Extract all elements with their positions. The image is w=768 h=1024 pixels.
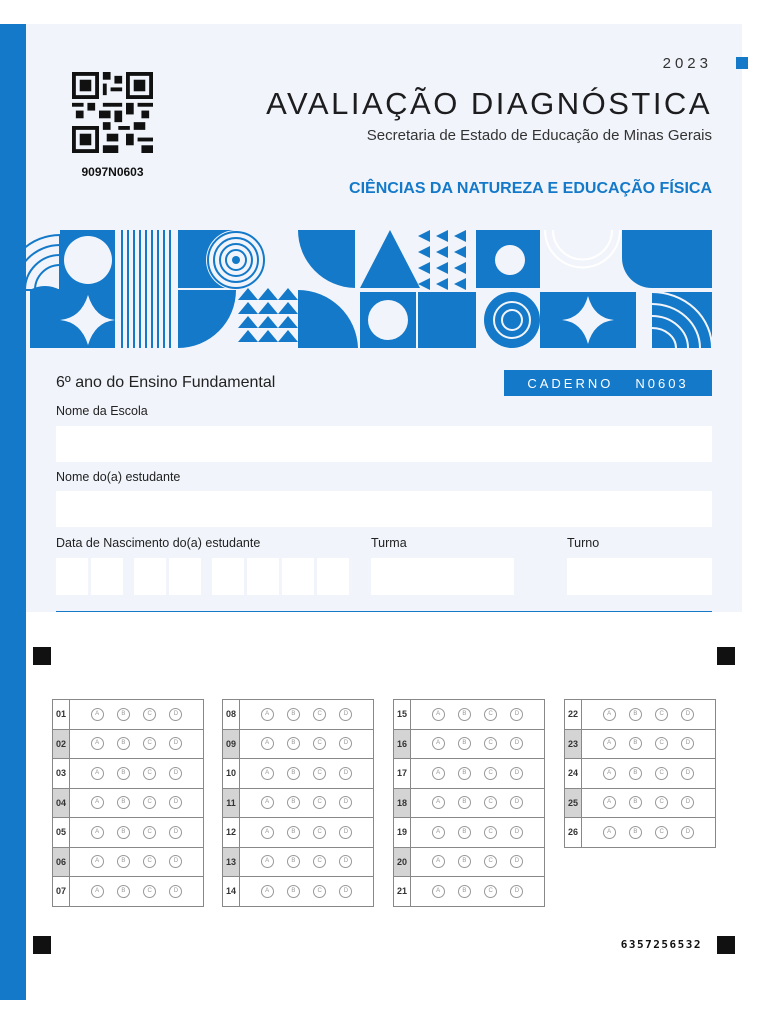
answer-bubble-a[interactable]: A — [432, 767, 445, 780]
answer-bubble-b[interactable]: B — [287, 826, 300, 839]
answer-column-4 — [564, 699, 716, 848]
answer-options — [70, 818, 204, 848]
answer-bubble-d[interactable]: D — [510, 767, 523, 780]
answer-row — [53, 847, 204, 877]
registration-mark-top-left — [33, 647, 51, 665]
question-number: 22 — [565, 700, 582, 730]
answer-bubble-a[interactable]: A — [603, 737, 616, 750]
answer-options — [411, 818, 545, 848]
answer-bubble-a[interactable]: A — [91, 737, 104, 750]
answer-bubble-d[interactable]: D — [169, 737, 182, 750]
answer-bubble-d[interactable]: D — [169, 885, 182, 898]
answer-options — [70, 700, 204, 730]
answer-options — [70, 788, 204, 818]
answer-bubble-d[interactable]: D — [339, 737, 352, 750]
answer-row — [394, 847, 545, 877]
answer-bubble-c[interactable]: C — [655, 826, 668, 839]
question-number: 09 — [223, 729, 240, 759]
answer-row — [53, 759, 204, 789]
answer-bubble-c[interactable]: C — [313, 885, 326, 898]
answer-bubble-c[interactable]: C — [655, 796, 668, 809]
answer-bubble-d[interactable]: D — [169, 708, 182, 721]
section-divider — [56, 611, 712, 612]
question-number: 05 — [53, 818, 70, 848]
answer-row — [394, 877, 545, 907]
answer-bubble-b[interactable]: B — [287, 708, 300, 721]
birth-day-digit-2[interactable] — [91, 558, 123, 595]
answer-bubble-a[interactable]: A — [432, 855, 445, 868]
answer-options — [582, 759, 716, 789]
answer-bubble-d[interactable]: D — [510, 885, 523, 898]
answer-bubble-a[interactable]: A — [432, 796, 445, 809]
answer-row — [223, 700, 374, 730]
question-number: 23 — [565, 729, 582, 759]
grade-label: 6º ano do Ensino Fundamental — [56, 374, 276, 391]
question-number: 20 — [394, 847, 411, 877]
answer-row — [565, 818, 716, 848]
answer-bubble-b[interactable]: B — [287, 796, 300, 809]
school-name-field[interactable] — [56, 426, 712, 462]
answer-bubble-a[interactable]: A — [261, 885, 274, 898]
question-number: 14 — [223, 877, 240, 907]
caderno-label: CADERNO — [527, 375, 614, 391]
answer-row — [394, 818, 545, 848]
answer-bubble-c[interactable]: C — [143, 855, 156, 868]
answer-options — [70, 729, 204, 759]
answer-options — [240, 700, 374, 730]
answer-bubble-c[interactable]: C — [655, 737, 668, 750]
question-number: 24 — [565, 759, 582, 789]
answer-bubble-c[interactable]: C — [313, 708, 326, 721]
answer-bubble-a[interactable]: A — [261, 708, 274, 721]
answer-bubble-d[interactable]: D — [681, 826, 694, 839]
answer-bubble-c[interactable]: C — [143, 767, 156, 780]
birth-date-label: Data de Nascimento do(a) estudante — [56, 536, 261, 550]
answer-bubble-b[interactable]: B — [458, 767, 471, 780]
answer-bubble-b[interactable]: B — [117, 826, 130, 839]
question-number: 01 — [53, 700, 70, 730]
answer-bubble-a[interactable]: A — [91, 796, 104, 809]
answer-bubble-d[interactable]: D — [339, 826, 352, 839]
answer-bubble-c[interactable]: C — [484, 796, 497, 809]
answer-bubble-d[interactable]: D — [339, 796, 352, 809]
question-number: 07 — [53, 877, 70, 907]
answer-bubble-b[interactable]: B — [458, 796, 471, 809]
birth-year-digit-3[interactable] — [282, 558, 314, 595]
school-name-label: Nome da Escola — [56, 404, 148, 418]
class-label: Turma — [371, 536, 407, 550]
answer-bubble-b[interactable]: B — [287, 767, 300, 780]
answer-row — [53, 877, 204, 907]
answer-bubble-d[interactable]: D — [169, 826, 182, 839]
answer-bubble-a[interactable]: A — [432, 885, 445, 898]
answer-row — [223, 847, 374, 877]
answer-options — [582, 729, 716, 759]
answer-bubble-c[interactable]: C — [143, 737, 156, 750]
answer-bubble-a[interactable]: A — [261, 767, 274, 780]
birth-year-digit-1[interactable] — [212, 558, 244, 595]
answer-row — [53, 729, 204, 759]
answer-options — [70, 759, 204, 789]
answer-options — [411, 759, 545, 789]
answer-bubble-a[interactable]: A — [261, 855, 274, 868]
question-number: 04 — [53, 788, 70, 818]
answer-row — [53, 700, 204, 730]
answer-bubble-a[interactable]: A — [91, 885, 104, 898]
question-number: 21 — [394, 877, 411, 907]
answer-bubble-b[interactable]: B — [629, 796, 642, 809]
class-field[interactable] — [371, 558, 514, 595]
question-number: 17 — [394, 759, 411, 789]
answer-bubble-c[interactable]: C — [313, 737, 326, 750]
answer-row — [223, 759, 374, 789]
answer-options — [240, 877, 374, 907]
answer-row — [223, 788, 374, 818]
answer-bubble-d[interactable]: D — [339, 767, 352, 780]
answer-options — [582, 700, 716, 730]
year-label: 2023 — [662, 55, 712, 72]
subtitle: Secretaria de Estado de Educação de Minas Gerais — [366, 127, 712, 144]
answer-bubble-d[interactable]: D — [510, 826, 523, 839]
question-number: 16 — [394, 729, 411, 759]
question-number: 12 — [223, 818, 240, 848]
answer-bubble-d[interactable]: D — [169, 796, 182, 809]
answer-bubble-b[interactable]: B — [117, 737, 130, 750]
answer-row — [565, 759, 716, 789]
qr-code-icon — [72, 72, 153, 153]
answer-bubble-a[interactable]: A — [603, 708, 616, 721]
answer-row — [565, 700, 716, 730]
answer-table — [564, 699, 716, 848]
question-number: 03 — [53, 759, 70, 789]
answer-column-1 — [52, 699, 204, 907]
question-number: 10 — [223, 759, 240, 789]
student-name-label: Nome do(a) estudante — [56, 470, 181, 484]
caderno-code: N0603 — [635, 375, 689, 391]
answer-column-3 — [393, 699, 545, 907]
answer-bubble-b[interactable]: B — [117, 708, 130, 721]
answer-bubble-d[interactable]: D — [510, 737, 523, 750]
answer-bubble-a[interactable]: A — [91, 826, 104, 839]
answer-bubble-b[interactable]: B — [629, 826, 642, 839]
answer-options — [240, 729, 374, 759]
question-number: 08 — [223, 700, 240, 730]
answer-bubble-c[interactable]: C — [484, 855, 497, 868]
answer-bubble-c[interactable]: C — [484, 767, 497, 780]
answer-bubble-a[interactable]: A — [91, 767, 104, 780]
answer-bubble-d[interactable]: D — [339, 855, 352, 868]
subject-title: CIÊNCIAS DA NATUREZA E EDUCAÇÃO FÍSICA — [349, 180, 712, 197]
answer-row — [53, 788, 204, 818]
answer-bubble-c[interactable]: C — [143, 796, 156, 809]
answer-bubble-a[interactable]: A — [261, 796, 274, 809]
answer-bubble-b[interactable]: B — [117, 767, 130, 780]
answer-bubble-c[interactable]: C — [313, 796, 326, 809]
question-number: 26 — [565, 818, 582, 848]
answer-bubble-c[interactable]: C — [655, 708, 668, 721]
answer-bubble-a[interactable]: A — [91, 708, 104, 721]
answer-bubble-b[interactable]: B — [629, 767, 642, 780]
answer-bubble-d[interactable]: D — [339, 708, 352, 721]
answer-options — [240, 759, 374, 789]
answer-bubble-b[interactable]: B — [458, 737, 471, 750]
answer-bubble-d[interactable]: D — [510, 796, 523, 809]
answer-options — [582, 788, 716, 818]
answer-bubble-c[interactable]: C — [143, 826, 156, 839]
answer-bubble-b[interactable]: B — [458, 708, 471, 721]
answer-row — [565, 788, 716, 818]
answer-bubble-d[interactable]: D — [681, 767, 694, 780]
answer-row — [394, 759, 545, 789]
answer-options — [70, 847, 204, 877]
answer-bubble-d[interactable]: D — [681, 708, 694, 721]
page-title: AVALIAÇÃO DIAGNÓSTICA — [266, 86, 712, 121]
answer-options — [411, 700, 545, 730]
answer-options — [240, 818, 374, 848]
student-name-field[interactable] — [56, 491, 712, 527]
answer-bubble-c[interactable]: C — [143, 708, 156, 721]
answer-bubble-b[interactable]: B — [117, 796, 130, 809]
registration-mark-bottom-left — [33, 936, 51, 954]
answer-options — [240, 847, 374, 877]
answer-row — [394, 788, 545, 818]
answer-bubble-b[interactable]: B — [287, 855, 300, 868]
answer-bubble-d[interactable]: D — [169, 767, 182, 780]
answer-bubble-b[interactable]: B — [458, 826, 471, 839]
answer-bubble-b[interactable]: B — [629, 737, 642, 750]
answer-options — [411, 877, 545, 907]
corner-blue-square — [736, 57, 748, 69]
shift-field[interactable] — [567, 558, 712, 595]
question-number: 15 — [394, 700, 411, 730]
answer-bubble-a[interactable]: A — [261, 737, 274, 750]
answer-bubble-d[interactable]: D — [681, 796, 694, 809]
answer-row — [223, 729, 374, 759]
birth-year-digit-4[interactable] — [317, 558, 349, 595]
answer-row — [53, 818, 204, 848]
shift-label: Turno — [567, 536, 600, 550]
qr-code-number: 9097N0603 — [81, 165, 144, 179]
answer-bubble-b[interactable]: B — [117, 855, 130, 868]
answer-bubble-d[interactable]: D — [339, 885, 352, 898]
answer-bubble-c[interactable]: C — [484, 885, 497, 898]
question-number: 18 — [394, 788, 411, 818]
birth-year-digit-2[interactable] — [247, 558, 279, 595]
answer-bubble-c[interactable]: C — [313, 855, 326, 868]
answer-bubble-c[interactable]: C — [313, 826, 326, 839]
birth-month-digit-2[interactable] — [169, 558, 201, 595]
answer-table — [52, 699, 204, 907]
answer-bubble-c[interactable]: C — [484, 737, 497, 750]
barcode-number: 6357256532 — [620, 938, 702, 951]
answer-options — [411, 847, 545, 877]
decorative-pattern-banner — [0, 230, 768, 348]
answer-bubble-a[interactable]: A — [603, 826, 616, 839]
answer-column-2 — [222, 699, 374, 907]
answer-bubble-d[interactable]: D — [681, 737, 694, 750]
caderno-badge — [504, 370, 712, 396]
answer-bubble-a[interactable]: A — [91, 855, 104, 868]
answer-bubble-c[interactable]: C — [484, 708, 497, 721]
question-number: 25 — [565, 788, 582, 818]
answer-bubble-b[interactable]: B — [287, 737, 300, 750]
answer-bubble-c[interactable]: C — [655, 767, 668, 780]
answer-row — [223, 877, 374, 907]
answer-bubble-a[interactable]: A — [603, 767, 616, 780]
answer-bubble-a[interactable]: A — [432, 737, 445, 750]
question-number: 02 — [53, 729, 70, 759]
answer-bubble-a[interactable]: A — [432, 708, 445, 721]
answer-options — [582, 818, 716, 848]
answer-row — [394, 729, 545, 759]
answer-bubble-c[interactable]: C — [143, 885, 156, 898]
question-number: 13 — [223, 847, 240, 877]
birth-day-digit-1[interactable] — [56, 558, 88, 595]
answer-options — [411, 788, 545, 818]
answer-bubble-b[interactable]: B — [458, 855, 471, 868]
answer-bubble-d[interactable]: D — [169, 855, 182, 868]
answer-table — [222, 699, 374, 907]
answer-bubble-c[interactable]: C — [313, 767, 326, 780]
question-number: 06 — [53, 847, 70, 877]
answer-bubble-c[interactable]: C — [484, 826, 497, 839]
answer-bubble-b[interactable]: B — [287, 885, 300, 898]
question-number: 11 — [223, 788, 240, 818]
answer-row — [394, 700, 545, 730]
answer-bubble-a[interactable]: A — [261, 826, 274, 839]
answer-options — [240, 788, 374, 818]
answer-row — [223, 818, 374, 848]
answer-bubble-b[interactable]: B — [458, 885, 471, 898]
answer-bubble-d[interactable]: D — [510, 855, 523, 868]
answer-bubble-a[interactable]: A — [432, 826, 445, 839]
birth-month-digit-1[interactable] — [134, 558, 166, 595]
registration-mark-bottom-right — [717, 936, 735, 954]
answer-table — [393, 699, 545, 907]
answer-bubble-b[interactable]: B — [117, 885, 130, 898]
answer-options — [70, 877, 204, 907]
answer-bubble-d[interactable]: D — [510, 708, 523, 721]
answer-row — [565, 729, 716, 759]
registration-mark-top-right — [717, 647, 735, 665]
left-blue-bar — [0, 24, 26, 1000]
answer-bubble-b[interactable]: B — [629, 708, 642, 721]
answer-bubble-a[interactable]: A — [603, 796, 616, 809]
question-number: 19 — [394, 818, 411, 848]
answer-options — [411, 729, 545, 759]
